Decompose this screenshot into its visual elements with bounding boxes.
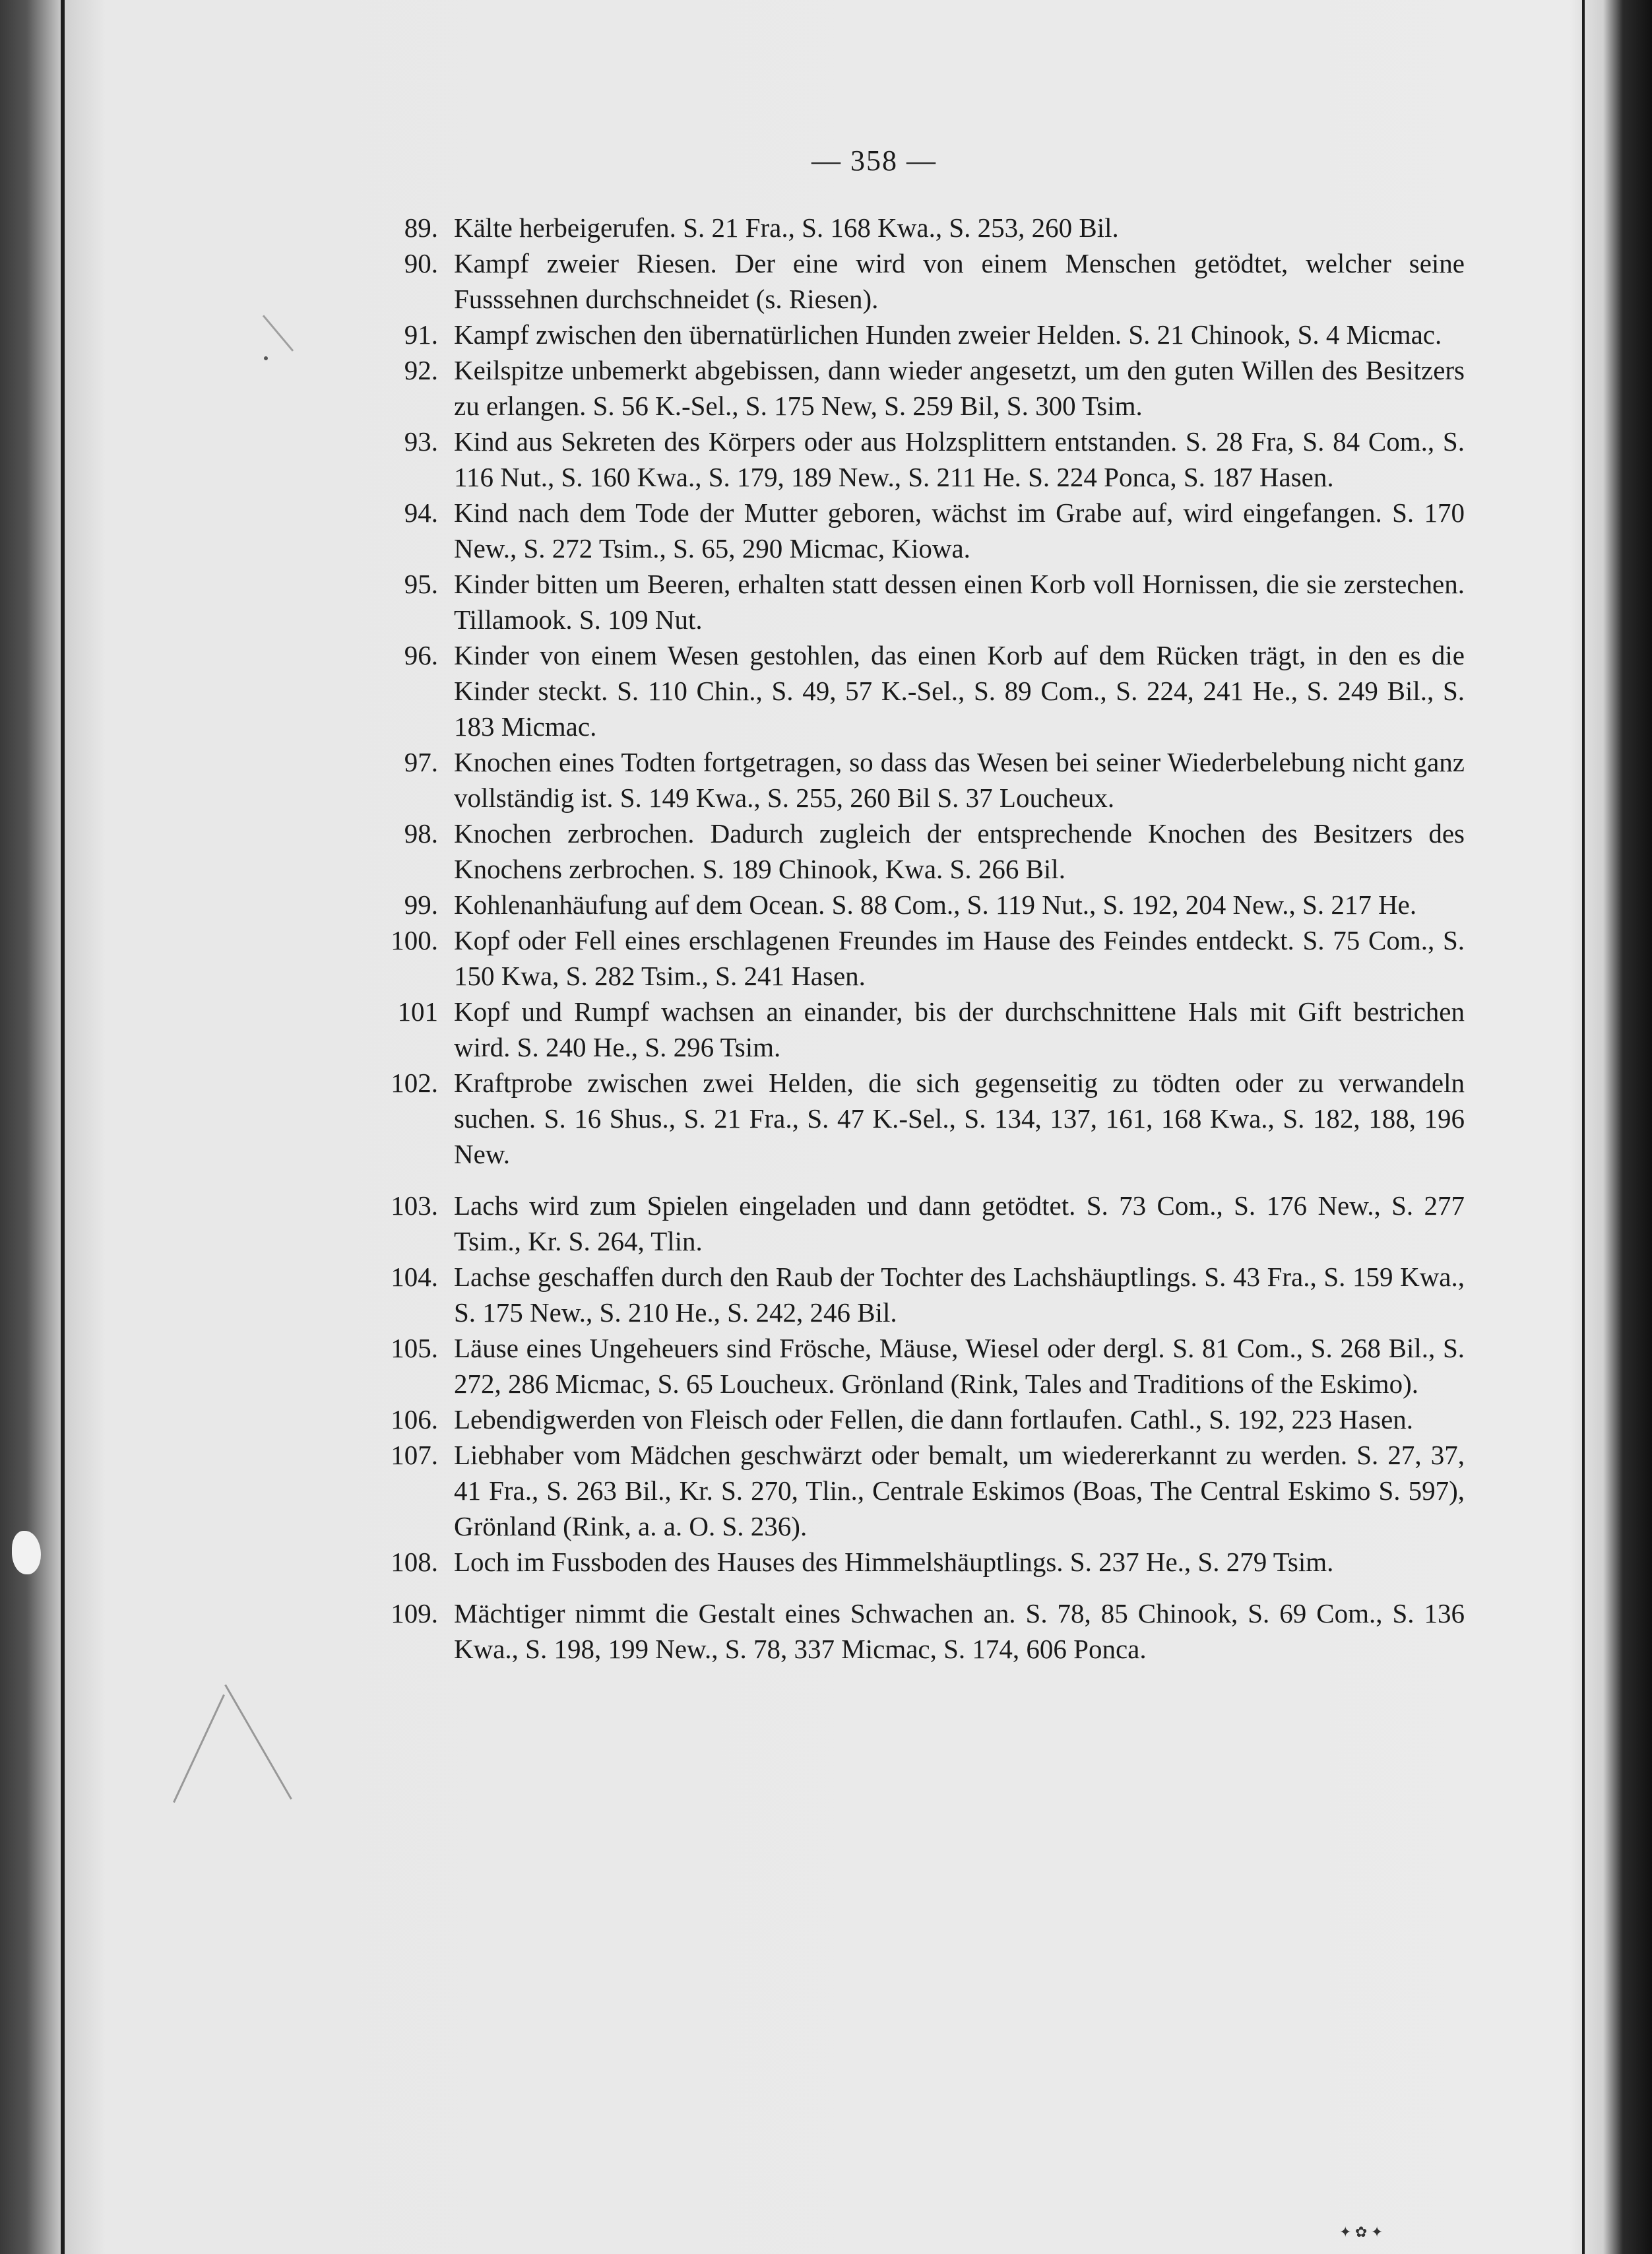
right-edge-line bbox=[1582, 0, 1585, 2254]
index-entry bbox=[369, 245, 1465, 317]
index-entry bbox=[369, 887, 1465, 922]
entry-text: Mächtiger nimmt die Gestalt eines Schwachen an. S. 78, 85 Chinook, S. 69 Com., S. 136 Kwa., S. 198, 199 New., S. 78, 337 Micmac, S. 174, 606 Ponca. bbox=[454, 1598, 1465, 1664]
entry-number: 92. bbox=[404, 355, 438, 385]
entry-text: Lachse geschaffen durch den Raub der Tochter des Lachshäuptlings. S. 43 Fra., S. 159 Kwa., S. 175 New., S. 210 He., S. 242, 246 Bil. bbox=[454, 1262, 1465, 1328]
entry-text: Kinder bitten um Beeren, erhalten statt dessen einen Korb voll Hornissen, die sie zerstechen. Tillamook. S. 109 Nut. bbox=[454, 569, 1465, 635]
index-entry bbox=[369, 1259, 1465, 1330]
index-entry bbox=[369, 1401, 1465, 1437]
index-entry bbox=[369, 1544, 1465, 1580]
entry-text: Knochen zerbrochen. Dadurch zugleich der entsprechende Knochen des Besitzers des Knochens zerbrochen. S. 189 Chinook, Kwa. S. 266 Bil. bbox=[454, 818, 1465, 884]
index-entry bbox=[369, 352, 1465, 424]
entry-text: Läuse eines Ungeheuers sind Frösche, Mäuse, Wiesel oder dergl. S. 81 Com., S. 268 Bil., S. 272, 286 Micmac, S. 65 Loucheux. Grönland (Rink, Tales and Traditions of the Eskimo). bbox=[454, 1333, 1465, 1399]
entry-number: 102. bbox=[391, 1068, 438, 1098]
entry-number: 89. bbox=[404, 212, 438, 243]
entry-number: 93. bbox=[404, 426, 438, 457]
entry-number: 107. bbox=[391, 1440, 438, 1470]
publisher-mark-icon: ✦ ✿ ✦ bbox=[1339, 2224, 1383, 2240]
entry-number: 99. bbox=[404, 889, 438, 920]
index-entry bbox=[369, 816, 1465, 887]
entry-number: 95. bbox=[404, 569, 438, 599]
entry-text: Kraftprobe zwischen zwei Helden, die sich gegenseitig zu tödten oder zu verwandeln suchen. S. 16 Shus., S. 21 Fra., S. 47 K.-Sel., S. 134, 137, 161, 168 Kwa., S. 182, 188, 196 New. bbox=[454, 1068, 1465, 1169]
index-entry bbox=[369, 317, 1465, 352]
entry-text: Kinder von einem Wesen gestohlen, das einen Korb auf dem Rücken trägt, in den es die Kinder steckt. S. 110 Chin., S. 49, 57 K.-Sel., S. 89 Com., S. 224, 241 He., S. 249 Bil., S. 183 Micmac. bbox=[454, 640, 1465, 742]
index-entry bbox=[369, 744, 1465, 816]
entry-number: 104. bbox=[391, 1262, 438, 1292]
index-entry bbox=[369, 1065, 1465, 1172]
entry-number: 91. bbox=[404, 319, 438, 350]
spine-shadow bbox=[61, 0, 65, 2254]
entry-number: 100. bbox=[391, 925, 438, 955]
index-entry bbox=[369, 994, 1465, 1065]
entry-text: Kopf oder Fell eines erschlagenen Freundes im Hause des Feindes entdeckt. S. 75 Com., S. 150 Kwa, S. 282 Tsim., S. 241 Hasen. bbox=[454, 925, 1465, 991]
entry-text: Kind nach dem Tode der Mutter geboren, wächst im Grabe auf, wird eingefangen. S. 170 New., S. 272 Tsim., S. 65, 290 Micmac, Kiowa. bbox=[454, 498, 1465, 564]
entry-text: Lachs wird zum Spielen eingeladen und dann getödtet. S. 73 Com., S. 176 New., S. 277 Tsim., Kr. S. 264, Tlin. bbox=[454, 1190, 1465, 1256]
index-entry bbox=[369, 1330, 1465, 1401]
index-entry bbox=[369, 1188, 1465, 1259]
entry-number: 96. bbox=[404, 640, 438, 670]
entry-text: Knochen eines Todten fortgetragen, so dass das Wesen bei seiner Wiederbelebung nicht ganz vollständig ist. S. 149 Kwa., S. 255, 260 Bil S. 37 Loucheux. bbox=[454, 747, 1465, 813]
entry-text: Kopf und Rumpf wachsen an einander, bis der durchschnittene Hals mit Gift bestrichen wird. S. 240 He., S. 296 Tsim. bbox=[454, 996, 1465, 1062]
entry-number: 105. bbox=[391, 1333, 438, 1363]
entry-number: 109. bbox=[391, 1598, 438, 1628]
entry-number: 97. bbox=[404, 747, 438, 777]
entry-number: 94. bbox=[404, 498, 438, 528]
entry-text: Kind aus Sekreten des Körpers oder aus Holzsplittern entstanden. S. 28 Fra, S. 84 Com., S. 116 Nut., S. 160 Kwa., S. 179, 189 New., S. 211 He. S. 224 Ponca, S. 187 Hasen. bbox=[454, 426, 1465, 492]
entry-text: Keilspitze unbemerkt abgebissen, dann wieder angesetzt, um den guten Willen des Besitzers zu erlangen. S. 56 K.-Sel., S. 175 New, S. 259 Bil, S. 300 Tsim. bbox=[454, 355, 1465, 421]
entry-number: 101 bbox=[397, 996, 438, 1027]
entry-text: Loch im Fussboden des Hauses des Himmelshäuptlings. S. 237 He., S. 279 Tsim. bbox=[454, 1547, 1334, 1577]
index-entry bbox=[369, 922, 1465, 994]
index-entry bbox=[369, 566, 1465, 637]
entry-text: Liebhaber vom Mädchen geschwärzt oder bemalt, um wiedererkannt zu werden. S. 27, 37, 41 Fra., S. 263 Bil., Kr. S. 270, Tlin., Centrale Eskimos (Boas, The Central Eskimo S. 597), Grönland (Rink, a. a. O. S. 236). bbox=[454, 1440, 1465, 1541]
index-entry bbox=[369, 637, 1465, 744]
index-entry bbox=[369, 495, 1465, 566]
entry-text: Kälte herbeigerufen. S. 21 Fra., S. 168 Kwa., S. 253, 260 Bil. bbox=[454, 212, 1119, 243]
index-entry bbox=[369, 424, 1465, 495]
index-entry bbox=[369, 1595, 1465, 1667]
index-entries bbox=[369, 210, 1465, 1667]
entry-number: 108. bbox=[391, 1547, 438, 1577]
entry-number: 98. bbox=[404, 818, 438, 849]
entry-text: Lebendigwerden von Fleisch oder Fellen, die dann fortlaufen. Cathl., S. 192, 223 Hasen. bbox=[454, 1404, 1414, 1434]
entry-number: 106. bbox=[391, 1404, 438, 1434]
index-entry bbox=[369, 1437, 1465, 1544]
index-entry bbox=[369, 210, 1465, 245]
entry-text: Kampf zwischen den übernatürlichen Hunden zweier Helden. S. 21 Chinook, S. 4 Micmac. bbox=[454, 319, 1442, 350]
entry-number: 90. bbox=[404, 248, 438, 278]
scan-speck bbox=[264, 356, 268, 360]
page-number: — 358 — bbox=[811, 145, 937, 177]
entry-number: 103. bbox=[391, 1190, 438, 1221]
entry-text: Kampf zweier Riesen. Der eine wird von einem Menschen getödtet, welcher seine Fusssehnen durchschneidet (s. Riesen). bbox=[454, 248, 1465, 314]
entry-text: Kohlenanhäufung auf dem Ocean. S. 88 Com., S. 119 Nut., S. 192, 204 New., S. 217 He. bbox=[454, 889, 1417, 920]
